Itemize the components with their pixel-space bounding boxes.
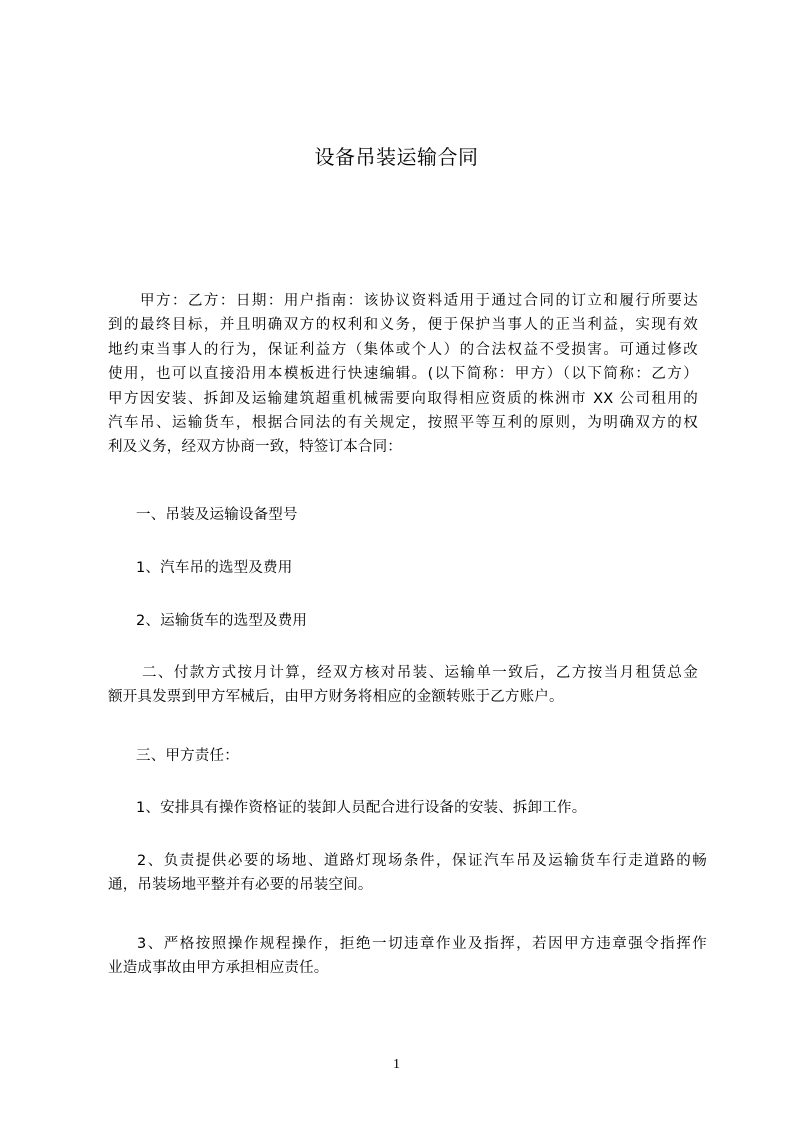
list-item-text: 2、运输货车的选型及费用 [136, 613, 308, 629]
section-heading-text: 三、甲方责任： [136, 748, 239, 764]
section-payment [108, 661, 698, 710]
paragraph-line: 二、付款方式按月计算，经双方核对吊装、运输单一致后，乙方按当月租赁总金 [142, 665, 698, 681]
intro-line: 地约束当事人的行为，保证利益方（集体或个人）的合法权益不受损害。可通过修改 [108, 341, 698, 358]
list-item [108, 849, 707, 898]
intro-line: 利及义务，经双方协商一致，特签订本合同： [108, 439, 402, 456]
paragraph-line: 通，吊装场地平整并有必要的吊装空间。 [108, 877, 373, 894]
intro-line: 甲方因安装、拆卸及运输建筑超重机械需要向取得相应资质的株洲市 XX 公司租用的 [108, 390, 698, 407]
paragraph-line: 额开具发票到甲方军械后，由甲方财务将相应的金额转账于乙方账户。 [108, 689, 564, 706]
section-heading-equipment [136, 503, 298, 527]
page-number: 1 [393, 1057, 400, 1072]
paragraph-line: 2、负责提供必要的场地、道路灯现场条件，保证汽车吊及运输货车行走道路的畅 [137, 853, 707, 869]
list-item [136, 556, 292, 580]
document-title: 设备吊装运输合同 [314, 145, 479, 169]
section-heading-party-a [136, 744, 239, 768]
paragraph-line: 3、严格按照操作规程操作，拒绝一切违章作业及指挥，若因甲方违章强令指挥作 [137, 936, 707, 952]
list-item [136, 609, 307, 633]
intro-line: 到的最终目标，并且明确双方的权利和义务，便于保护当事人的正当利益，实现有效 [108, 317, 698, 334]
section-heading-text: 一、吊装及运输设备型号 [136, 507, 298, 523]
list-item [136, 796, 586, 820]
intro-line: 使用，也可以直接沿用本模板进行快速编辑。(以下简称：甲方）（以下简称：乙方） [108, 366, 698, 383]
intro-paragraph [108, 289, 698, 460]
intro-line: 甲方：乙方：日期：用户指南：该协议资料适用于通过合同的订立和履行所要达 [140, 293, 698, 309]
list-item-text: 1、汽车吊的选型及费用 [136, 560, 293, 576]
paragraph-line: 业造成事故由甲方承担相应责任。 [108, 960, 329, 977]
list-item [108, 932, 707, 981]
list-item-text: 1、安排具有操作资格证的装卸人员配合进行设备的安装、拆卸工作。 [136, 800, 587, 816]
intro-line: 汽车吊、运输货车，根据合同法的有关规定，按照平等互利的原则，为明确双方的权 [108, 415, 698, 432]
